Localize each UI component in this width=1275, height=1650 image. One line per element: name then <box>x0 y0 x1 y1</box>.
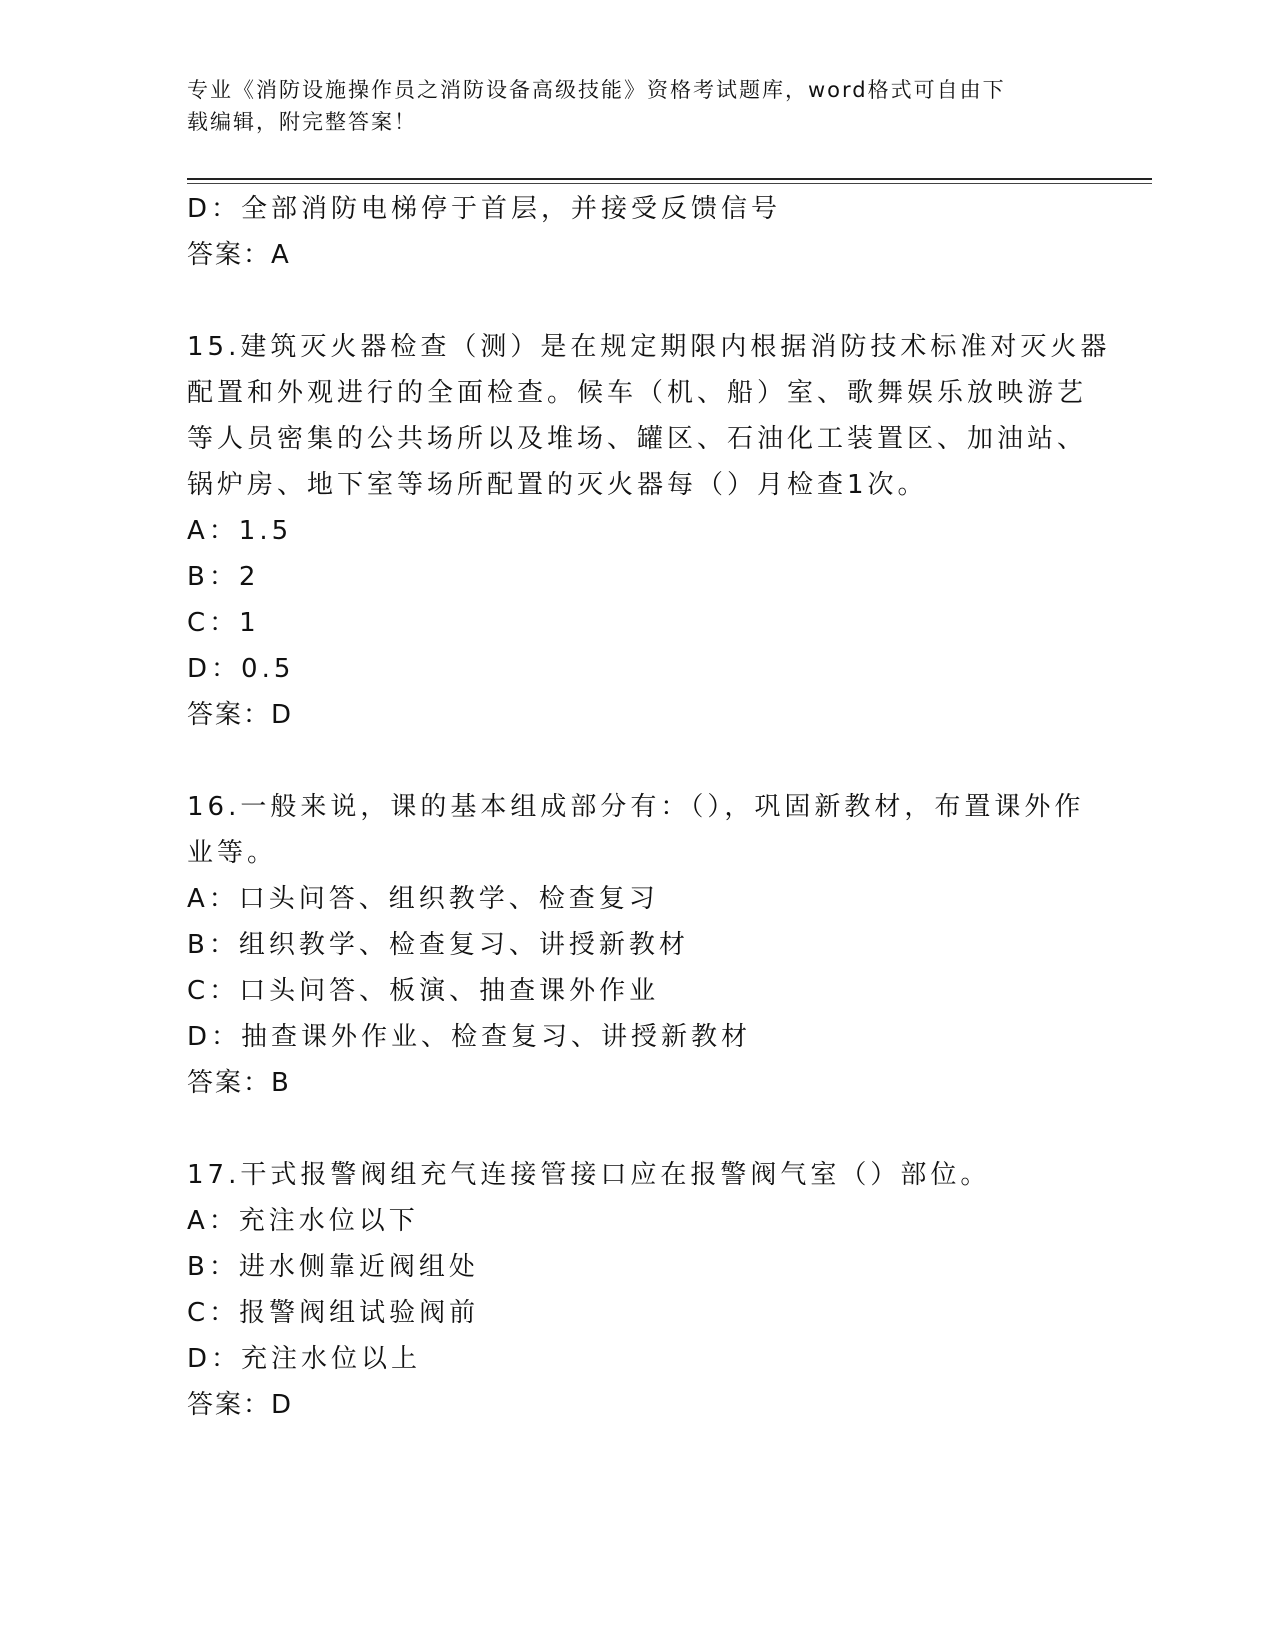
previous-question-tail <box>187 186 1087 278</box>
question-stem-line: 业等。 <box>187 838 278 868</box>
answer-line: 答案：D <box>187 700 294 730</box>
header-divider-thick <box>187 178 1152 180</box>
spacer <box>187 738 1087 784</box>
option-a: A：口头问答、组织教学、检查复习 <box>187 884 659 914</box>
question-stem-line: 16.一般来说，课的基本组成部分有：（），巩固新教材，布置课外作 <box>187 792 1085 822</box>
question-stem-line: 配置和外观进行的全面检查。候车（机、船）室、歌舞娱乐放映游艺 <box>187 378 1088 408</box>
option-d: D：充注水位以上 <box>187 1344 422 1374</box>
option-b: B：组织教学、检查复习、讲授新教材 <box>187 930 689 960</box>
question-stem-line: 15.建筑灭火器检查（测）是在规定期限内根据消防技术标准对灭火器 <box>187 332 1111 362</box>
header-line-2: 载编辑，附完整答案！ <box>187 110 417 134</box>
option-c: C：口头问答、板演、抽查课外作业 <box>187 976 660 1006</box>
option-d: D：全部消防电梯停于首层，并接受反馈信号 <box>187 194 782 224</box>
option-c: C：1 <box>187 608 260 638</box>
spacer <box>187 1106 1087 1152</box>
document-header <box>187 74 1067 138</box>
question-16 <box>187 784 1087 1106</box>
question-list <box>187 186 1111 1428</box>
option-b: B：进水侧靠近阀组处 <box>187 1252 479 1282</box>
question-stem-line: 锅炉房、地下室等场所配置的灭火器每（）月检查1次。 <box>187 470 928 500</box>
question-stem-line: 等人员密集的公共场所以及堆场、罐区、石油化工装置区、加油站、 <box>187 424 1088 454</box>
answer-line: 答案：D <box>187 1390 294 1420</box>
option-a: A：1.5 <box>187 516 293 546</box>
header-line-1: 专业《消防设施操作员之消防设备高级技能》资格考试题库，word格式可自由下 <box>187 78 1006 102</box>
answer-line: 答案：A <box>187 240 291 270</box>
option-b: B：2 <box>187 562 260 592</box>
answer-line: 答案：B <box>187 1068 291 1098</box>
question-15 <box>187 324 1111 738</box>
option-d: D：0.5 <box>187 654 295 684</box>
option-d: D：抽查课外作业、检查复习、讲授新教材 <box>187 1022 752 1052</box>
option-c: C：报警阀组试验阀前 <box>187 1298 480 1328</box>
question-17 <box>187 1152 1087 1428</box>
spacer <box>187 278 1087 324</box>
header-divider-thin <box>187 183 1152 184</box>
question-stem-line: 17.干式报警阀组充气连接管接口应在报警阀气室（）部位。 <box>187 1160 991 1190</box>
option-a: A：充注水位以下 <box>187 1206 419 1236</box>
